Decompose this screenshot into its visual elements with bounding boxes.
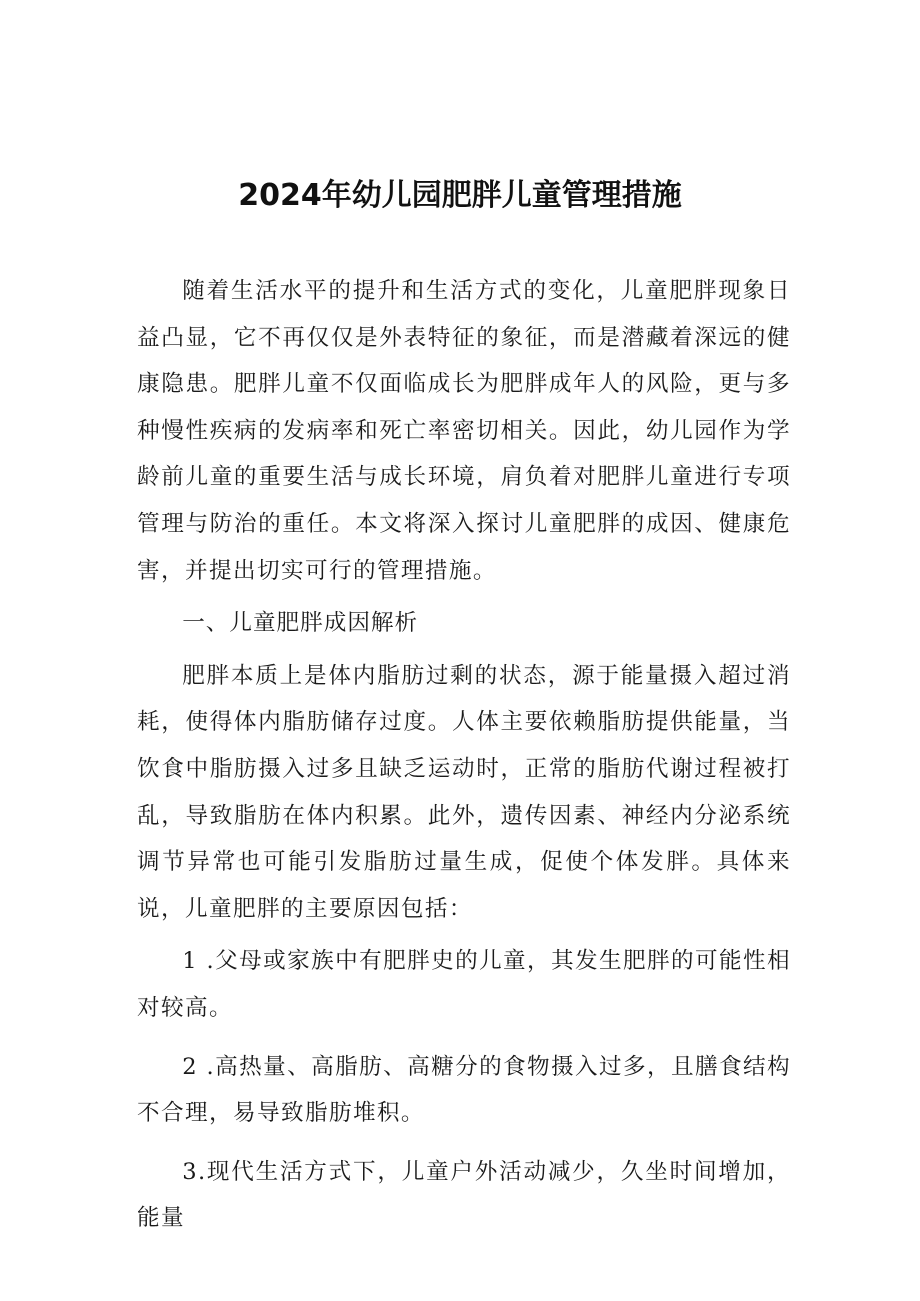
document-title: 2024年幼儿园肥胖儿童管理措施 bbox=[238, 178, 682, 213]
list-item: 1 .父母或家族中有肥胖史的儿童，其发生肥胖的可能性相对较高。 bbox=[137, 948, 791, 1021]
list-item: 2 .高热量、高脂肪、高糖分的食物摄入过多，且膳食结构不合理，易导致脂肪堆积。 bbox=[137, 1053, 791, 1127]
list-item: 3.现代生活方式下，儿童户外活动减少，久坐时间增加，能量 bbox=[137, 1158, 791, 1232]
section-heading: 一、儿童肥胖成因解析 bbox=[182, 610, 419, 637]
section-paragraph: 肥胖本质上是体内脂肪过剩的状态，源于能量摄入超过消耗，使得体内脂肪储存过度。人体主要依赖脂肪提供能量，当饮食中脂肪摄入过多且缺乏运动时，正常的脂肪代谢过程被打乱，导致脂肪在体内积累。此外，遗传因素、神经内分泌系统调节异常也可能引发脂肪过量生成，促使个体发胖。具体来说，儿童肥胖的主要原因包括： bbox=[137, 662, 791, 922]
intro-paragraph: 随着生活水平的提升和生活方式的变化，儿童肥胖现象日益凸显，它不再仅仅是外表特征的象征，而是潜藏着深远的健康隐患。肥胖儿童不仅面临成长为肥胖成年人的风险，更与多种慢性疾病的发病率和死亡率密切相关。因此，幼儿园作为学龄前儿童的重要生活与成长环境，肩负着对肥胖儿童进行专项管理与防治的重任。本文将深入探讨儿童肥胖的成因、健康危害，并提出切实可行的管理措施。 bbox=[137, 278, 791, 584]
document-body bbox=[137, 268, 791, 1254]
